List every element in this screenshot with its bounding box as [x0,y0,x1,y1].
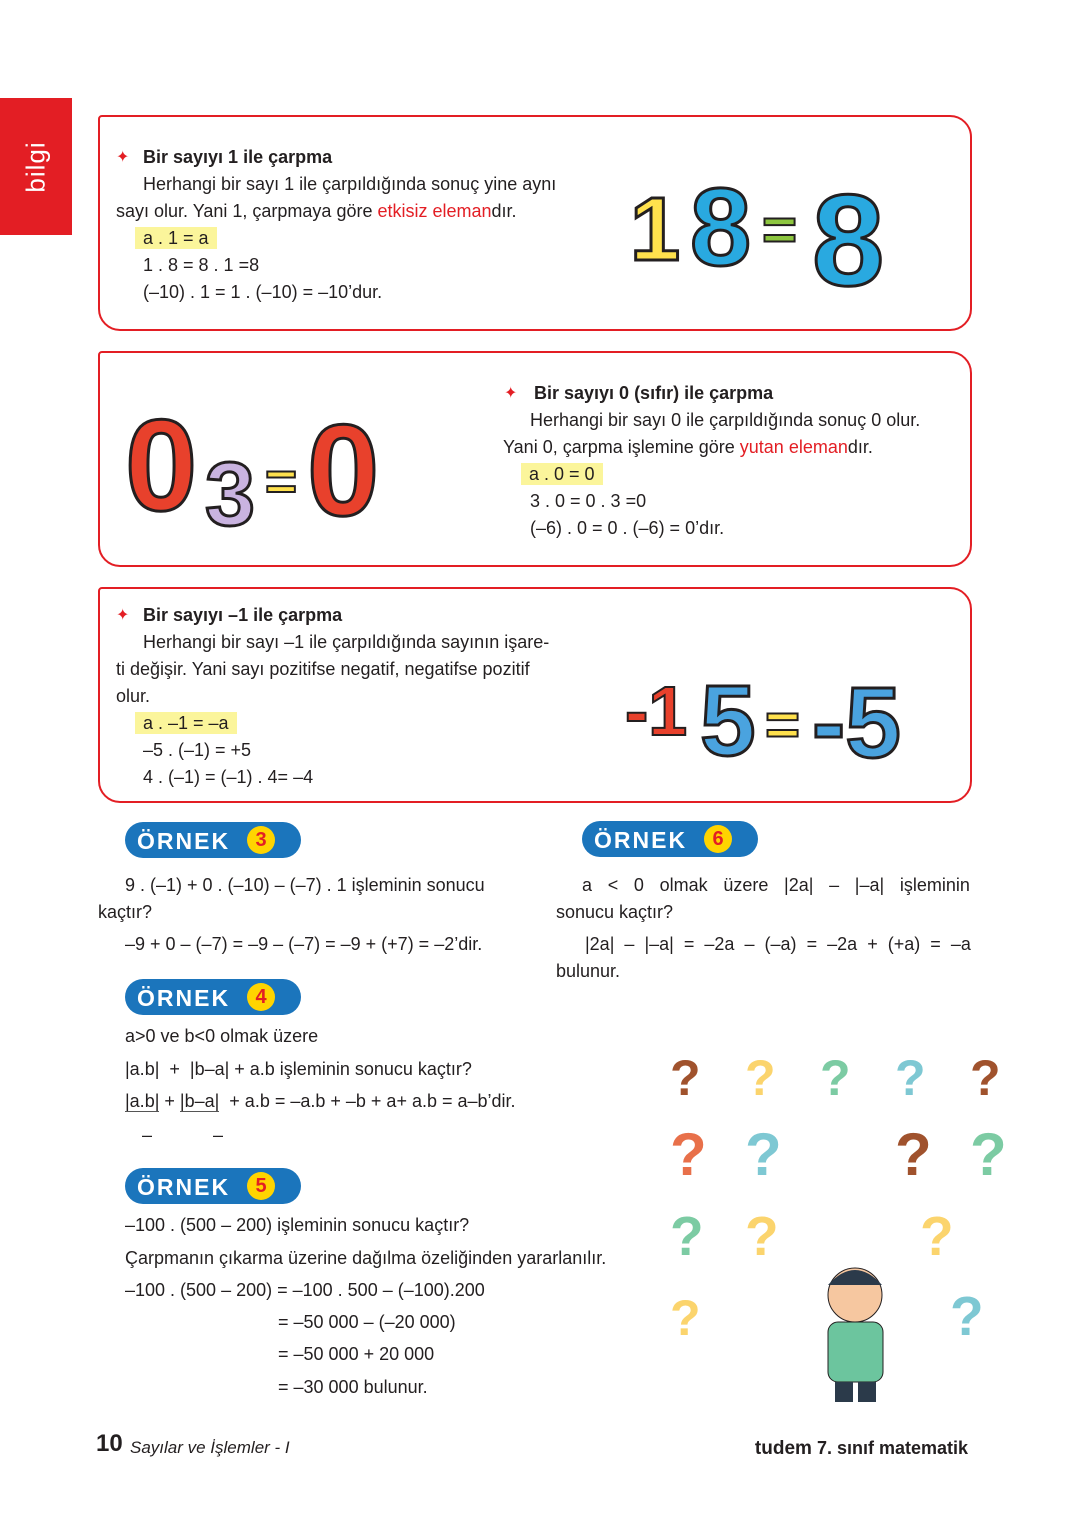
equals-sign: = [765,691,801,758]
ornek6-question: sonucu kaçtır? [556,902,674,922]
question-mark-icon: ? [950,1285,984,1347]
ornek5-text: Çarpmanın çıkarma üzerine dağılma özeliğinden yararlanılır. [125,1248,607,1268]
numeral-8: 8 [690,166,752,289]
numeral-1: 1 [630,180,681,280]
question-mark-icon: ? [895,1121,932,1188]
box2-example: (–6) . 0 = 0 . (–6) = 0’dır. [530,518,725,538]
box2-rule: a . 0 = 0 [521,463,603,485]
question-mark-icon: ? [970,1121,1007,1188]
question-mark-icon: ? [670,1205,704,1267]
numeral-8: 8 [812,167,885,310]
numeral-0: 0 [307,397,380,543]
ornek-3-badge: ÖRNEK 3 [125,822,301,858]
box2-example: 3 . 0 = 0 . 3 =0 [530,491,647,511]
question-mark-icon: ? [745,1205,779,1267]
ornek-6-badge: ÖRNEK 6 [582,821,758,857]
illustration-0x3 [125,375,435,545]
ornek5-question: –100 . (500 – 200) işleminin sonucu kaçtır? [125,1215,470,1235]
bilgi-tab [0,98,72,235]
ornek6-question: a < 0 olmak üzere |2a| – |–a| işleminin [582,875,970,895]
ornek6-answer: bulunur. [556,961,621,981]
ornek3-answer: –9 + 0 – (–7) = –9 – (–7) = –9 + (+7) = –2’dir. [125,934,483,954]
ornek4-given: a>0 ve b<0 olmak üzere [125,1026,319,1046]
box1-text: sayı olur. Yani 1, çarpmaya göre etkisiz elemandır. [116,201,517,221]
box2-title: Bir sayıyı 0 (sıfır) ile çarpma [534,383,774,403]
page-number: 10 [96,1430,123,1457]
equals-sign: = [265,450,298,512]
question-mark-icon: ? [970,1050,1001,1106]
illustration-minus1x5 [620,645,950,775]
numeral-minus1: -1 [625,672,688,750]
section-title: Sayılar ve İşlemler - I [130,1438,290,1457]
bullet-icon: ✦ [504,385,518,402]
box3-rule: a . –1 = –a [135,712,237,734]
box1-example: (–10) . 1 = 1 . (–10) = –10’dur. [143,282,383,302]
box1-rule: a . 1 = a [135,227,217,249]
numeral-3: 3 [205,445,256,545]
box3-title: Bir sayıyı –1 ile çarpma [143,605,343,625]
box3-text: ti değişir. Yani sayı pozitifse negatif, negatifse pozitif [116,659,530,679]
footer-brand: tudem 7. sınıf matematik [754,1438,968,1459]
ornek-5-badge: ÖRNEK 5 [125,1168,301,1204]
box1-title: Bir sayıyı 1 ile çarpma [143,147,333,167]
question-mark-icon: ? [670,1121,707,1188]
thinking-boy-illustration [660,1040,1040,1410]
numeral-0: 0 [125,392,198,538]
ornek5-step: = –50 000 – (–20 000) [278,1312,456,1332]
box1-example: 1 . 8 = 8 . 1 =8 [143,255,260,275]
question-mark-icon: ? [745,1121,782,1188]
equals-sign: = [762,196,798,263]
ornek3-question: 9 . (–1) + 0 . (–10) – (–7) . 1 işleminin sonucu [125,875,485,895]
numeral-minus5: -5 [812,667,901,775]
box2-text: Yani 0, çarpma işlemine göre yutan elemandır. [503,437,873,457]
box3-example: 4 . (–1) = (–1) . 4= –4 [143,767,314,787]
question-mark-icon: ? [920,1205,954,1267]
question-mark-icon: ? [670,1050,701,1106]
ornek3-question: kaçtır? [98,902,153,922]
box2-text: Herhangi bir sayı 0 ile çarpıldığında sonuç 0 olur. [530,410,921,430]
ornek4-answer: |a.b| + |b–a| + a.b = –a.b + –b + a+ a.b = a–b’dir. [125,1091,516,1111]
ornek-4-badge: ÖRNEK 4 [125,979,301,1015]
ornek4-question: |a.b| + |b–a| + a.b işleminin sonucu kaçtır? [125,1059,472,1079]
sign-annotation: – [142,1125,153,1145]
box3-text: Herhangi bir sayı –1 ile çarpıldığında sayının işare- [143,632,550,652]
numeral-5: 5 [700,665,756,775]
bullet-icon: ✦ [116,149,130,166]
ornek5-step: = –50 000 + 20 000 [278,1344,435,1364]
ornek5-step: –100 . (500 – 200) = –100 . 500 – (–100).200 [125,1280,485,1300]
question-mark-icon: ? [670,1290,701,1346]
sign-annotation: – [213,1125,224,1145]
bullet-icon: ✦ [116,607,130,624]
box3-example: –5 . (–1) = +5 [143,740,252,760]
illustration-1x8 [630,140,950,310]
question-mark-icon: ? [820,1050,851,1106]
box1-text: Herhangi bir sayı 1 ile çarpıldığında sonuç yine aynı [143,174,557,194]
question-mark-icon: ? [745,1050,776,1106]
ornek5-step: = –30 000 bulunur. [278,1377,428,1397]
question-mark-icon: ? [895,1050,926,1106]
box3-text: olur. [116,686,151,706]
ornek6-answer: |2a| – |–a| = –2a – (–a) = –2a + (+a) = –a [585,934,971,954]
bilgi-label: bilgi [20,140,51,193]
